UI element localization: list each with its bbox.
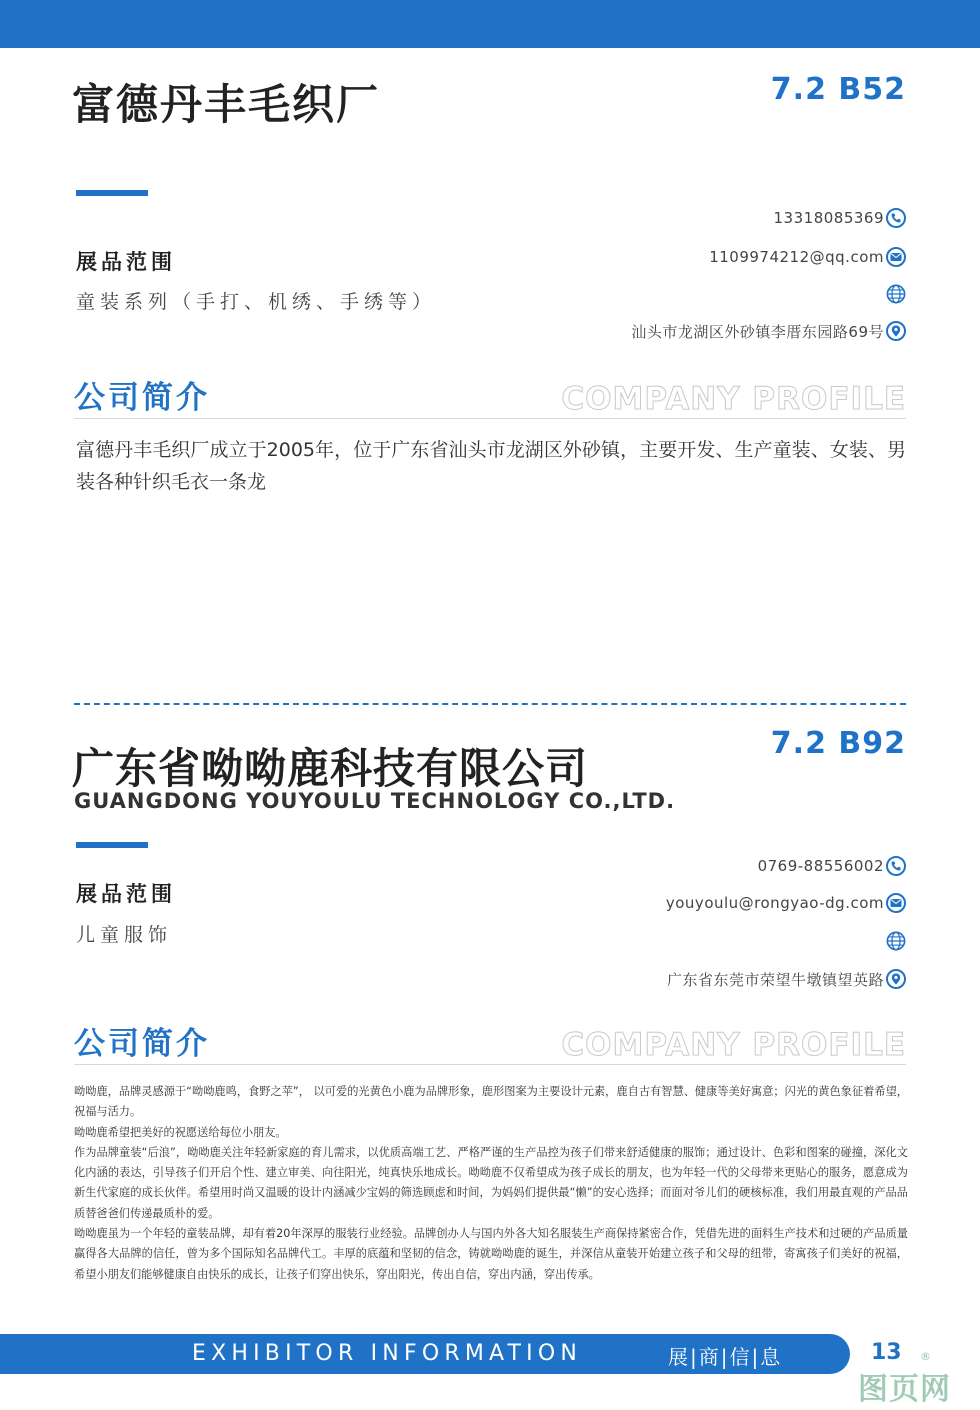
company2-booth: 7.2 B92 (770, 726, 906, 761)
company1-phone-row (774, 206, 906, 230)
company2-address-row (667, 967, 906, 991)
company1-accent-bar (76, 190, 148, 196)
watermark-registered-mark: ® (920, 1350, 931, 1363)
globe-icon (886, 284, 906, 304)
company1-booth: 7.2 B52 (770, 72, 906, 107)
company2-scope-label: 展品范围 (76, 882, 176, 906)
company2-website-row (886, 929, 906, 953)
company1-profile-title: 公司简介 (74, 380, 210, 416)
company2-email-row (666, 891, 906, 915)
company2-intro (74, 1082, 908, 1285)
company2-phone[interactable]: 0769-88556002 (757, 857, 884, 875)
section-separator (74, 703, 906, 705)
company2-profile-title: 公司简介 (74, 1026, 210, 1062)
company2-intro-paragraph: 呦呦鹿希望把美好的祝愿送给每位小朋友。 (74, 1125, 287, 1139)
email-icon (886, 893, 906, 913)
footer-title-en: EXHIBITOR INFORMATION (192, 1341, 583, 1366)
company1-intro: 富德丹丰毛织厂成立于2005年，位于广东省汕头市龙湖区外砂镇，主要开发、生产童装、女装、男装各种针织毛衣一条龙 (76, 439, 906, 493)
company2-intro-paragraph: 呦呦鹿，品牌灵感源于“呦呦鹿鸣，食野之苹”， 以可爱的光黄色小鹿为品牌形象，鹿形图案为主要设计元素，鹿自古有智慧、健康等美好寓意；闪光的黄色象征着希望，祝福与活力。 (74, 1085, 908, 1119)
company2-accent-bar (76, 842, 148, 848)
watermark-logo: 图页网 (858, 1372, 951, 1407)
company1-name: 富德丹丰毛织厂 (72, 80, 381, 129)
footer-bar (0, 1334, 850, 1374)
company1-website-row (886, 282, 906, 306)
company1-email[interactable]: 1109974212@qq.com (709, 248, 884, 266)
footer-title-cn: 展|商|信|息 (668, 1345, 783, 1369)
company1-email-row (709, 245, 906, 269)
page-number: 13 (871, 1340, 902, 1365)
company2-intro-paragraph: 呦呦鹿虽为一个年轻的童装品牌，却有着20年深厚的服装行业经验。品牌创办人与国内外各大知名服装生产商保持紧密合作，凭借先进的面料生产技术和过硬的产品质量赢得各大品牌的信任，曾为多个国际知名品牌代工。丰厚的底蕴和坚韧的信念，铸就呦呦鹿的诞生，并深信从童装开始建立孩子和父母的纽带，寄寓孩子们美好的祝福，希望小朋友们能够健康自由快乐的成长，让孩子们穿出快乐，穿出阳光，传出自信，穿出内涵，穿出传承。 (74, 1227, 908, 1281)
company2-address: 广东省东莞市荣望牛墩镇望英路 (666, 970, 884, 989)
company2-name: 广东省呦呦鹿科技有限公司 (72, 744, 589, 793)
company2-phone-row (758, 854, 906, 878)
company2-scope: 儿童服饰 (76, 924, 173, 946)
company2-name-en: GUANGDONG YOUYOULU TECHNOLOGY CO.,LTD. (74, 789, 676, 813)
top-banner (0, 0, 980, 48)
phone-icon (886, 208, 906, 228)
company2-profile-divider (74, 1064, 906, 1065)
company1-profile-en: COMPANY PROFILE (561, 381, 906, 417)
globe-icon (886, 931, 906, 951)
company1-profile-divider (74, 418, 906, 419)
company2-profile-en: COMPANY PROFILE (561, 1027, 906, 1063)
email-icon (886, 247, 906, 267)
company2-intro-paragraph: 作为品牌童装“后浪”，呦呦鹿关注年轻新家庭的育儿需求，以优质高端工艺、严格严谨的生产品控为孩子们带来舒适健康的服饰；通过设计、色彩和图案的碰撞，深化文化内涵的表达，引导孩子们开启个性、建立审美、向往阳光，纯真快乐地成长。呦呦鹿不仅希望成为孩子成长的朋友，也为年轻一代的父母带来更贴心的服务，愿意成为新生代家庭的成长伙伴。希望用时尚又温暖的设计内涵减少宝妈的筛选顾虑和时间，为妈妈们提供最“懒”的安心选择；而面对爷儿们的硬核标准，我们用最直观的产品品质替爸爸们传递最质朴的爱。 (74, 1145, 908, 1220)
company1-scope: 童装系列（手打、机绣、手绣等） (76, 291, 437, 313)
phone-icon (886, 856, 906, 876)
company1-address: 汕头市龙湖区外砂镇李厝东园路69号 (631, 322, 884, 341)
company1-phone[interactable]: 13318085369 (773, 209, 884, 227)
company1-address-row (631, 319, 906, 343)
company2-email[interactable]: youyoulu@rongyao-dg.com (665, 894, 884, 912)
company1-scope-label: 展品范围 (76, 250, 176, 274)
location-icon (886, 321, 906, 341)
location-icon (886, 969, 906, 989)
